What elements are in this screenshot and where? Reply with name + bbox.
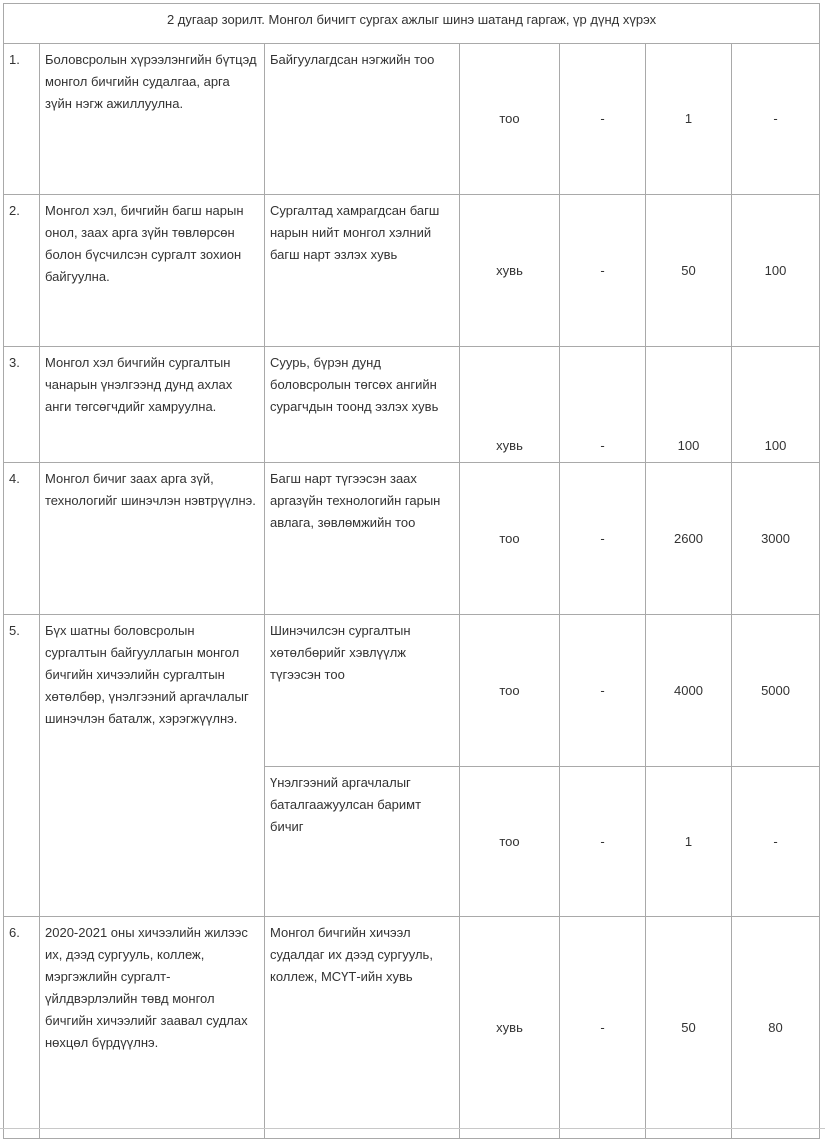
target-cell: 100 [732,347,820,463]
activity-cell: Бүх шатны боловсролын сургалтын байгууллагын монгол бичгийн хичээлийн сургалтын хөтөлбөр, үнэлгээний аргачлалыг шинэчлэн баталж, хэрэгжүүлнэ. [40,615,265,917]
unit-cell: тоо [460,767,560,917]
target-cell: - [732,44,820,195]
indicator-cell: Сургалтад хамрагдсан багш нарын нийт монгол хэлний багш нарт эзлэх хувь [265,195,460,347]
activity-cell: Монгол хэл, бичгийн багш нарын онол, заах арга зүйн төвлөрсөн болон бүсчилсэн сургалт зохион байгуулна. [40,195,265,347]
unit-cell: тоо [460,44,560,195]
table-row [4,195,820,347]
mid-target-cell: 2600 [646,463,732,615]
mid-target-cell: 50 [646,195,732,347]
target-cell: 100 [732,195,820,347]
table-row [4,615,820,767]
row-number: 4. [4,463,40,615]
row-number: 1. [4,44,40,195]
unit-cell: хувь [460,917,560,1139]
indicator-cell: Монгол бичгийн хичээл судалдаг их дээд сургууль, коллеж, МСҮТ-ийн хувь [265,917,460,1139]
indicator-cell: Суурь, бүрэн дунд боловсролын төгсөх ангийн сурагчдын тоонд эзлэх хувь [265,347,460,463]
mid-target-cell: 1 [646,767,732,917]
target-cell: 5000 [732,615,820,767]
activity-cell: Монгол бичиг заах арга зүй, технологийг шинэчлэн нэвтрүүлнэ. [40,463,265,615]
activity-cell: 2020-2021 оны хичээлийн жилээс их, дээд сургууль, коллеж, мэргэжлийн сургалт-үйлдвэрлэлийн төвд монгол бичгийн хичээлийг заавал судлах нөхцөл бүрдүүлнэ. [40,917,265,1139]
header-row [4,4,820,44]
baseline-cell: - [560,463,646,615]
baseline-cell: - [560,347,646,463]
baseline-cell: - [560,44,646,195]
baseline-cell: - [560,195,646,347]
unit-cell: тоо [460,615,560,767]
row-number: 6. [4,917,40,1139]
unit-cell: хувь [460,347,560,463]
table-row [4,44,820,195]
target-cell: 3000 [732,463,820,615]
goal-table [3,3,820,1139]
activity-cell: Монгол хэл бичгийн сургалтын чанарын үнэлгээнд дунд ахлах анги төгсөгчдийг хамруулна. [40,347,265,463]
indicator-cell: Үнэлгээний аргачлалыг баталгаажуулсан баримт бичиг [265,767,460,917]
mid-target-cell: 1 [646,44,732,195]
row-number: 3. [4,347,40,463]
table-row [4,347,820,463]
table-row [4,917,820,1139]
target-cell: - [732,767,820,917]
target-cell: 80 [732,917,820,1139]
indicator-cell: Шинэчилсэн сургалтын хөтөлбөрийг хэвлүүлж түгээсэн тоо [265,615,460,767]
unit-cell: хувь [460,195,560,347]
activity-cell: Боловсролын хүрээлэнгийн бүтцэд монгол бичгийн судалгаа, арга зүйн нэгж ажиллуулна. [40,44,265,195]
mid-target-cell: 4000 [646,615,732,767]
table-row [4,463,820,615]
unit-cell: тоо [460,463,560,615]
row-number: 2. [4,195,40,347]
goal-title: 2 дугаар зорилт. Монгол бичигт сургах ажлыг шинэ шатанд гаргаж, үр дүнд хүрэх [4,4,820,44]
page-bottom-divider [0,1128,825,1129]
mid-target-cell: 100 [646,347,732,463]
indicator-cell: Байгуулагдсан нэгжийн тоо [265,44,460,195]
mid-target-cell: 50 [646,917,732,1139]
baseline-cell: - [560,917,646,1139]
indicator-cell: Багш нарт түгээсэн заах аргазүйн технологийн гарын авлага, зөвлөмжийн тоо [265,463,460,615]
baseline-cell: - [560,767,646,917]
baseline-cell: - [560,615,646,767]
row-number: 5. [4,615,40,917]
